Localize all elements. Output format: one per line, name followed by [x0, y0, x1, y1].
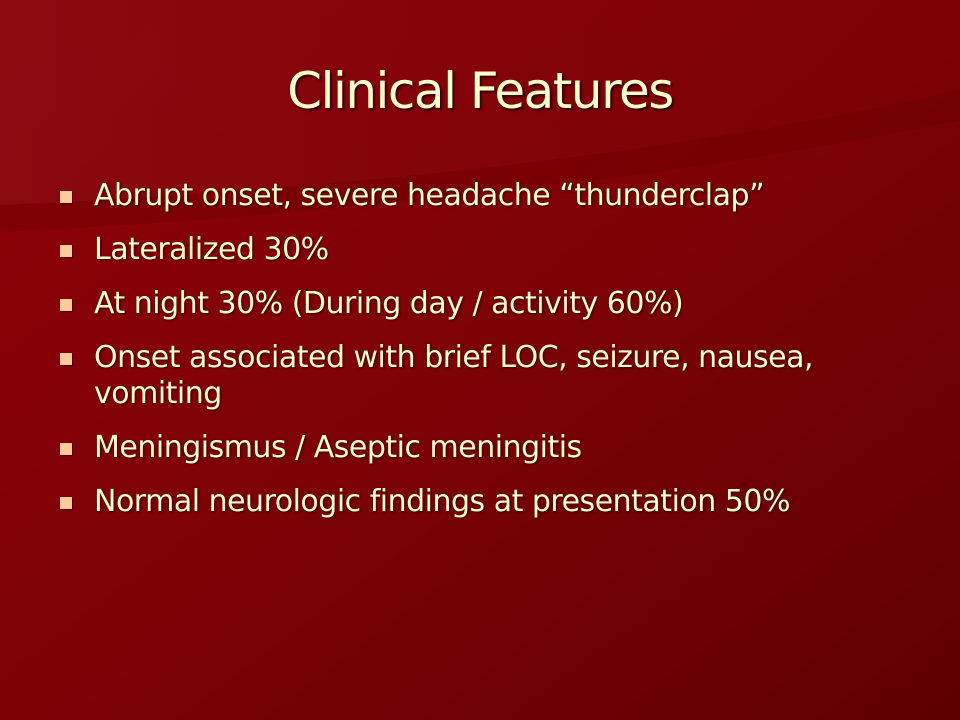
- square-bullet-icon: [60, 353, 72, 365]
- bullet-text: At night 30% (During day / activity 60%): [94, 286, 684, 321]
- slide-title: Clinical Features: [287, 62, 673, 120]
- bullet-item: [60, 430, 940, 466]
- bullet-item: [60, 286, 940, 322]
- square-bullet-icon: [60, 299, 72, 311]
- bullet-item: [60, 340, 940, 412]
- bullet-item: [60, 178, 940, 214]
- bullet-text: Abrupt onset, severe headache “thunderclap”: [94, 178, 765, 213]
- square-bullet-icon: [60, 245, 72, 257]
- bullet-item: [60, 484, 940, 520]
- square-bullet-icon: [60, 191, 72, 203]
- square-bullet-icon: [60, 497, 72, 509]
- bullet-text: Onset associated with brief LOC, seizure, nausea, vomiting: [94, 340, 814, 411]
- square-bullet-icon: [60, 443, 72, 455]
- bullet-text: Meningismus / Aseptic meningitis: [94, 430, 582, 465]
- bullet-list: [60, 178, 940, 538]
- bullet-text: Lateralized 30%: [94, 232, 329, 267]
- bullet-text: Normal neurologic findings at presentation 50%: [94, 484, 790, 519]
- bullet-item: [60, 232, 940, 268]
